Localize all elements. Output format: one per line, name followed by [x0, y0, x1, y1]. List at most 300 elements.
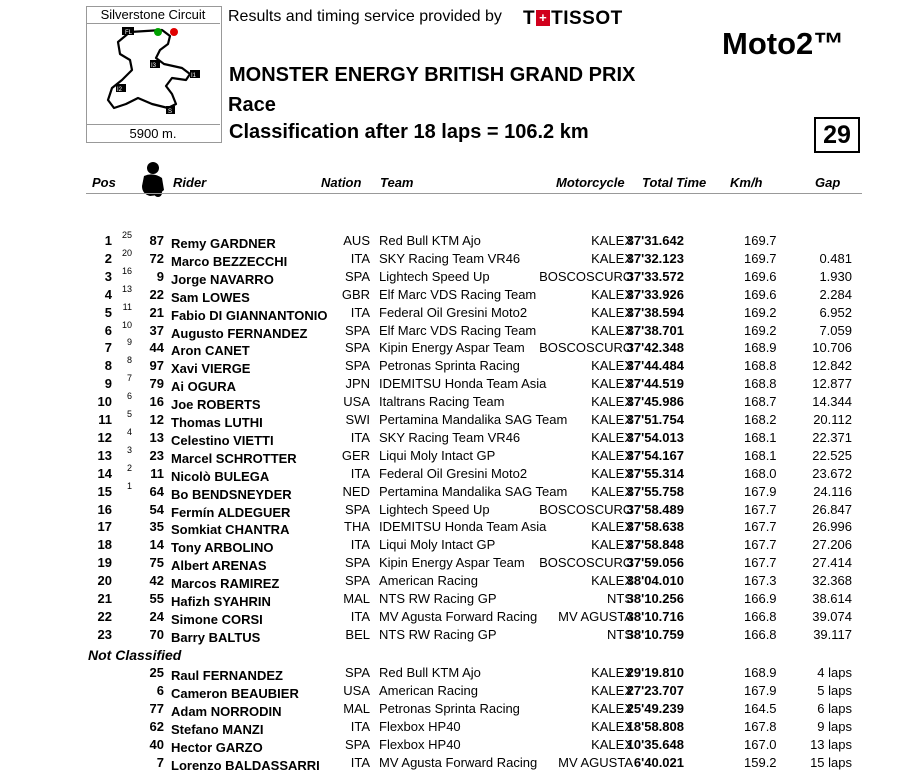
- cell-pos: 3: [104, 268, 112, 284]
- cell-pos: 14: [97, 465, 112, 481]
- cell-time: 38'10.716: [626, 608, 684, 624]
- cell-nat: ITA: [350, 537, 370, 553]
- cell-moto: KALEX: [591, 447, 633, 463]
- cell-moto: BOSCOSCURO: [539, 268, 633, 284]
- cell-moto: KALEX: [591, 322, 633, 338]
- cell-nat: ITA: [350, 429, 370, 445]
- cell-team: Federal Oil Gresini Moto2: [379, 304, 528, 320]
- col-pos: Pos: [92, 175, 116, 190]
- cell-time: 38'04.010: [626, 573, 684, 589]
- cell-time: 25'49.239: [626, 700, 684, 716]
- cell-rider: Simone CORSI: [171, 611, 263, 627]
- cell-pts: 16: [121, 265, 132, 276]
- table-row: [0, 755, 900, 773]
- cell-num: 14: [149, 537, 164, 553]
- cell-time: 37'59.056: [626, 555, 684, 571]
- cell-kmh: 168.0: [744, 465, 777, 481]
- cell-num: 7: [156, 754, 164, 770]
- table-row: [0, 683, 900, 701]
- cell-pos: 4: [104, 286, 112, 302]
- cell-team: Flexbox HP40: [379, 718, 461, 734]
- cell-team: Pertamina Mandalika SAG Team: [379, 412, 568, 427]
- cell-nat: SPA: [344, 736, 370, 752]
- cell-rider: Sam LOWES: [171, 289, 250, 305]
- cell-nat: ITA: [350, 304, 370, 320]
- cell-kmh: 166.8: [744, 626, 777, 642]
- cell-team: IDEMITSU Honda Team Asia: [379, 519, 547, 535]
- cell-moto: KALEX: [591, 429, 633, 445]
- cell-nat: SPA: [344, 340, 370, 356]
- cell-rider: Adam NORRODIN: [171, 703, 282, 719]
- cell-pos: 7: [104, 340, 112, 356]
- tissot-logo: [523, 8, 623, 30]
- table-row: [0, 319, 900, 341]
- cell-gap: 23.672: [812, 465, 852, 481]
- cell-rider: Jorge NAVARRO: [171, 271, 274, 287]
- cell-rider: Cameron BEAUBIER: [171, 685, 299, 701]
- cell-pts: 25: [121, 230, 132, 240]
- cell-gap: 14.344: [812, 394, 852, 410]
- cell-rider: Fabio DI GIANNANTONIO: [171, 307, 328, 323]
- cell-rider: Xavi VIERGE: [171, 361, 251, 377]
- cell-rider: Thomas LUTHI: [171, 415, 263, 430]
- cell-pos: 1: [104, 233, 112, 248]
- cell-time: 37'54.167: [626, 447, 684, 463]
- cell-num: 54: [149, 501, 164, 517]
- cell-moto: KALEX: [591, 286, 633, 302]
- cell-moto: NTS: [607, 591, 633, 606]
- table-row: [0, 426, 900, 448]
- table-row: [0, 737, 900, 755]
- col-rider: Rider: [173, 175, 207, 190]
- cell-kmh: 167.9: [744, 682, 777, 698]
- cell-pos: 19: [97, 555, 112, 571]
- cell-kmh: 168.8: [744, 358, 777, 374]
- table-row: [0, 391, 900, 413]
- cell-team: Red Bull KTM Ajo: [379, 665, 481, 680]
- cell-pts: 10: [121, 319, 132, 330]
- cell-nat: SPA: [344, 268, 370, 284]
- cell-time: 37'55.314: [626, 465, 684, 481]
- table-row: [0, 665, 900, 683]
- cell-time: 37'38.594: [626, 304, 684, 320]
- event-title: MONSTER ENERGY BRITISH GRAND PRIX: [229, 64, 636, 86]
- table-row: [0, 719, 900, 737]
- table-row: [0, 502, 900, 520]
- cell-nat: SPA: [344, 555, 370, 571]
- cell-gap: 12.877: [812, 376, 852, 392]
- cell-pts: 7: [126, 373, 132, 384]
- cell-rider: Somkiat CHANTRA: [171, 522, 290, 538]
- cell-num: 24: [149, 608, 164, 624]
- cell-num: 11: [150, 465, 164, 481]
- cell-kmh: 169.6: [744, 268, 777, 284]
- cell-gap: 32.368: [812, 573, 852, 589]
- cell-pos: 12: [97, 429, 112, 445]
- cell-team: American Racing: [379, 682, 478, 698]
- col-gap: Gap: [815, 175, 841, 190]
- cell-time: 6'40.021: [633, 754, 684, 770]
- cell-num: 37: [149, 322, 164, 338]
- cell-kmh: 168.8: [744, 376, 777, 392]
- tissot-logo-right: TISSOT: [551, 8, 623, 29]
- cell-rider: Lorenzo BALDASSARRI: [171, 757, 320, 773]
- table-row: [0, 230, 900, 251]
- table-row: [0, 265, 900, 287]
- cell-moto: KALEX: [591, 736, 633, 752]
- cell-kmh: 169.2: [744, 322, 777, 338]
- cell-team: SKY Racing Team VR46: [379, 429, 521, 445]
- tissot-logo-left: T: [523, 8, 536, 29]
- cell-team: American Racing: [379, 573, 478, 589]
- cell-gap: 38.614: [812, 591, 852, 606]
- cell-time: 37'58.489: [626, 501, 684, 517]
- map-label-finish: FL: [125, 30, 133, 36]
- cell-pos: 2: [104, 250, 112, 266]
- cell-num: 13: [149, 429, 164, 445]
- cell-num: 9: [156, 268, 164, 284]
- cell-nat: USA: [343, 682, 370, 698]
- cell-kmh: 168.9: [744, 340, 777, 356]
- cell-gap: 9 laps: [817, 718, 852, 734]
- cell-time: 29'19.810: [626, 665, 684, 680]
- cell-moto: KALEX: [591, 304, 633, 320]
- cell-nat: ITA: [350, 465, 370, 481]
- table-row: [0, 337, 900, 359]
- cell-pos: 21: [97, 591, 112, 606]
- table-row: [0, 591, 900, 609]
- table-row: [0, 701, 900, 719]
- cell-nat: SPA: [344, 573, 370, 589]
- table-row: [0, 537, 900, 555]
- cell-nat: ITA: [350, 754, 370, 770]
- map-label-i3: I3: [151, 63, 157, 69]
- cell-gap: 4 laps: [817, 665, 852, 680]
- cell-gap: 6.952: [819, 304, 852, 320]
- cell-kmh: 167.7: [744, 519, 777, 535]
- cell-nat: AUS: [343, 233, 370, 248]
- cell-nat: MAL: [343, 591, 370, 606]
- cell-num: 55: [149, 591, 164, 606]
- cell-team: Elf Marc VDS Racing Team: [379, 322, 537, 338]
- cell-num: 75: [149, 555, 164, 571]
- cell-moto: MV AGUSTA: [558, 754, 633, 770]
- table-row: [0, 355, 900, 377]
- cell-kmh: 169.7: [744, 250, 777, 266]
- cell-team: Kipin Energy Aspar Team: [379, 555, 525, 571]
- cell-gap: 39.074: [812, 608, 852, 624]
- cell-pos: 17: [97, 519, 112, 535]
- cell-team: Federal Oil Gresini Moto2: [379, 465, 528, 481]
- map-label-i1: I1: [191, 73, 197, 79]
- cell-num: 97: [149, 358, 164, 374]
- cell-gap: 5 laps: [817, 682, 852, 698]
- cell-num: 21: [149, 304, 164, 320]
- cell-rider: Nicolò BULEGA: [171, 468, 270, 484]
- table-row: [0, 373, 900, 395]
- cell-num: 79: [149, 376, 164, 392]
- cell-moto: KALEX: [591, 250, 633, 266]
- category-title: Moto2™: [722, 26, 845, 61]
- cell-pos: 8: [104, 358, 112, 374]
- cell-time: 37'42.348: [626, 340, 684, 356]
- cell-moto: NTS: [607, 626, 633, 642]
- cell-time: 37'44.484: [626, 358, 684, 374]
- cell-pts: 11: [122, 301, 132, 312]
- circuit-length: 5900 m.: [86, 124, 220, 142]
- cell-nat: SPA: [344, 358, 370, 374]
- cell-num: 77: [149, 700, 164, 716]
- cell-gap: 6 laps: [817, 700, 852, 716]
- table-row: [0, 627, 900, 645]
- cell-nat: SPA: [344, 501, 370, 517]
- cell-kmh: 167.7: [744, 555, 777, 571]
- cell-kmh: 167.8: [744, 718, 777, 734]
- cell-team: NTS RW Racing GP: [379, 591, 497, 606]
- cell-rider: Celestino VIETTI: [171, 432, 274, 448]
- cell-team: SKY Racing Team VR46: [379, 250, 521, 266]
- cell-pos: 15: [97, 483, 112, 499]
- cell-nat: THA: [344, 519, 370, 535]
- cell-rider: Ai OGURA: [171, 379, 236, 395]
- cell-kmh: 168.2: [744, 412, 777, 427]
- cell-moto: BOSCOSCURO: [539, 501, 633, 517]
- cell-kmh: 166.9: [744, 591, 777, 606]
- cell-num: 16: [149, 394, 164, 410]
- cell-rider: Marco BEZZECCHI: [171, 253, 288, 269]
- cell-time: 37'31.642: [626, 233, 684, 248]
- cell-nat: SPA: [344, 322, 370, 338]
- cell-num: 70: [149, 626, 164, 642]
- col-total-time: Total Time: [642, 175, 707, 190]
- table-row: [0, 519, 900, 537]
- cell-gap: 27.414: [812, 555, 852, 571]
- cell-moto: KALEX: [591, 412, 633, 427]
- cell-time: 37'58.848: [626, 537, 684, 553]
- table-row: [0, 462, 900, 484]
- cell-team: MV Agusta Forward Racing: [379, 608, 538, 624]
- cell-gap: 26.847: [812, 501, 852, 517]
- cell-time: 37'44.519: [626, 376, 684, 392]
- table-row: [0, 247, 900, 269]
- cell-gap: 22.371: [812, 429, 852, 445]
- table-row: [0, 301, 900, 323]
- cell-pos: 16: [97, 501, 112, 517]
- cell-kmh: 168.7: [744, 394, 777, 410]
- cell-time: 37'51.754: [626, 412, 684, 427]
- cell-gap: 13 laps: [810, 736, 852, 752]
- cell-team: Liqui Moly Intact GP: [379, 537, 496, 553]
- not-classified-label: Not Classified: [88, 647, 182, 663]
- table-row: [0, 409, 900, 430]
- cell-nat: ITA: [350, 608, 370, 624]
- cell-gap: 7.059: [819, 322, 852, 338]
- cell-team: Flexbox HP40: [379, 736, 461, 752]
- cell-num: 42: [149, 573, 164, 589]
- header-divider: [86, 193, 862, 194]
- cell-moto: KALEX: [591, 376, 633, 392]
- cell-pts: 6: [126, 391, 132, 402]
- cell-pos: 13: [97, 447, 112, 463]
- cell-pos: 23: [97, 626, 112, 642]
- cell-pts: 8: [126, 355, 132, 366]
- cell-moto: KALEX: [591, 665, 633, 680]
- cell-kmh: 168.1: [744, 429, 777, 445]
- cell-moto: KALEX: [591, 718, 633, 734]
- cell-kmh: 169.2: [744, 304, 777, 320]
- cell-gap: 1.930: [819, 268, 852, 284]
- cell-moto: KALEX: [591, 682, 633, 698]
- table-row: [0, 555, 900, 573]
- table-row: [0, 609, 900, 627]
- cell-pos: 5: [104, 304, 112, 320]
- cell-nat: BEL: [345, 626, 370, 642]
- cell-time: 38'10.256: [626, 591, 684, 606]
- cell-num: 40: [149, 736, 164, 752]
- cell-moto: BOSCOSCURO: [539, 340, 633, 356]
- col-nation: Nation: [321, 175, 362, 190]
- cell-team: Petronas Sprinta Racing: [379, 700, 520, 716]
- cell-num: 62: [149, 718, 164, 734]
- cell-moto: MV AGUSTA: [558, 608, 633, 624]
- cell-moto: BOSCOSCURO: [539, 555, 633, 571]
- cell-pos: 10: [97, 394, 112, 410]
- cell-pts: 13: [121, 283, 132, 294]
- cell-nat: MAL: [343, 700, 370, 716]
- cell-time: 10'35.648: [626, 736, 684, 752]
- cell-gap: 2.284: [819, 286, 852, 302]
- cell-team: NTS RW Racing GP: [379, 626, 497, 642]
- cell-rider: Raul FERNANDEZ: [171, 668, 283, 683]
- cell-gap: 0.481: [819, 250, 852, 266]
- col-team: Team: [380, 175, 414, 190]
- cell-time: 37'55.758: [626, 483, 684, 499]
- cell-pts: 9: [126, 337, 132, 348]
- cell-time: 38'10.759: [626, 626, 684, 642]
- cell-team: MV Agusta Forward Racing: [379, 754, 538, 770]
- cell-time: 37'33.926: [626, 286, 684, 302]
- cell-num: 22: [149, 286, 164, 302]
- cell-time: 18'58.808: [626, 718, 684, 734]
- cell-pos: 20: [97, 573, 112, 589]
- cell-num: 87: [149, 233, 164, 248]
- cell-gap: 22.525: [812, 447, 852, 463]
- cell-moto: KALEX: [591, 700, 633, 716]
- cell-gap: 15 laps: [810, 754, 852, 770]
- cell-gap: 10.706: [812, 340, 852, 356]
- swiss-cross-icon: +: [536, 10, 550, 26]
- cell-nat: ITA: [350, 718, 370, 734]
- cell-time: 27'23.707: [626, 682, 684, 698]
- cell-moto: KALEX: [591, 465, 633, 481]
- cell-time: 37'32.123: [626, 250, 684, 266]
- cell-gap: 27.206: [812, 537, 852, 553]
- cell-nat: GER: [341, 447, 370, 463]
- cell-num: 6: [156, 682, 164, 698]
- cell-pts: 5: [126, 409, 132, 419]
- cell-num: 72: [149, 250, 164, 266]
- cell-gap: 26.996: [812, 519, 852, 535]
- map-label-i2: I2: [117, 87, 123, 93]
- cell-team: Lightech Speed Up: [379, 501, 490, 517]
- table-row: [0, 480, 900, 502]
- cell-kmh: 166.8: [744, 608, 777, 624]
- cell-kmh: 167.9: [744, 483, 777, 499]
- cell-moto: KALEX: [591, 233, 633, 248]
- cell-time: 37'45.986: [626, 394, 684, 410]
- cell-pos: 9: [104, 376, 112, 392]
- cell-kmh: 167.7: [744, 501, 777, 517]
- cell-time: 37'38.701: [626, 322, 684, 338]
- circuit-name: Silverstone Circuit: [86, 6, 220, 24]
- cell-kmh: 164.5: [744, 700, 777, 716]
- cell-rider: Tony ARBOLINO: [171, 540, 274, 556]
- cell-num: 25: [149, 665, 164, 680]
- cell-pos: 22: [97, 608, 112, 624]
- cell-nat: USA: [343, 394, 370, 410]
- cell-nat: SWI: [345, 412, 370, 427]
- cell-time: 37'58.638: [626, 519, 684, 535]
- cell-team: Red Bull KTM Ajo: [379, 233, 481, 248]
- cell-pos: 6: [104, 322, 112, 338]
- cell-moto: KALEX: [591, 394, 633, 410]
- track-map: [90, 24, 214, 122]
- cell-pos: 11: [98, 412, 112, 427]
- cell-rider: Fermín ALDEGUER: [171, 504, 291, 520]
- cell-gap: 39.117: [813, 626, 852, 642]
- cell-pts: 3: [126, 444, 132, 455]
- cell-num: 23: [149, 447, 164, 463]
- cell-gap: 24.116: [813, 483, 852, 499]
- cell-num: 35: [149, 519, 164, 535]
- cell-kmh: 168.9: [744, 665, 777, 680]
- cell-rider: Marcel SCHROTTER: [171, 450, 297, 466]
- cell-team: Pertamina Mandalika SAG Team: [379, 483, 568, 499]
- cell-rider: Albert ARENAS: [171, 558, 267, 574]
- cell-moto: KALEX: [591, 537, 633, 553]
- cell-team: Elf Marc VDS Racing Team: [379, 286, 537, 302]
- cell-rider: Aron CANET: [171, 343, 250, 359]
- session-title: Race: [228, 94, 276, 116]
- col-kmh: Km/h: [730, 175, 763, 190]
- cell-rider: Bo BENDSNEYDER: [171, 486, 292, 502]
- cell-team: Lightech Speed Up: [379, 268, 490, 284]
- col-motorcycle: Motorcycle: [556, 175, 625, 190]
- cell-kmh: 168.1: [744, 447, 777, 463]
- table-row: [0, 283, 900, 305]
- cell-kmh: 169.6: [744, 286, 777, 302]
- cell-nat: SPA: [344, 665, 370, 680]
- cell-pos: 18: [97, 537, 112, 553]
- cell-moto: KALEX: [591, 483, 633, 499]
- cell-num: 44: [149, 340, 164, 356]
- cell-team: IDEMITSU Honda Team Asia: [379, 376, 547, 392]
- cell-rider: Stefano MANZI: [171, 721, 264, 737]
- cell-rider: Barry BALTUS: [171, 629, 261, 645]
- cell-team: Kipin Energy Aspar Team: [379, 340, 525, 356]
- cell-rider: Hector GARZO: [171, 739, 263, 755]
- provider-text: Results and timing service provided by: [228, 8, 502, 25]
- cell-kmh: 167.7: [744, 537, 777, 553]
- cell-gap: 20.112: [813, 412, 852, 427]
- cell-nat: NED: [342, 483, 370, 499]
- laps-box: 29: [814, 117, 860, 153]
- cell-pts: 4: [126, 426, 132, 437]
- cell-time: 37'54.013: [626, 429, 684, 445]
- cell-nat: ITA: [350, 250, 370, 266]
- cell-kmh: 167.3: [744, 573, 777, 589]
- classification-title: Classification after 18 laps = 106.2 km: [229, 121, 589, 143]
